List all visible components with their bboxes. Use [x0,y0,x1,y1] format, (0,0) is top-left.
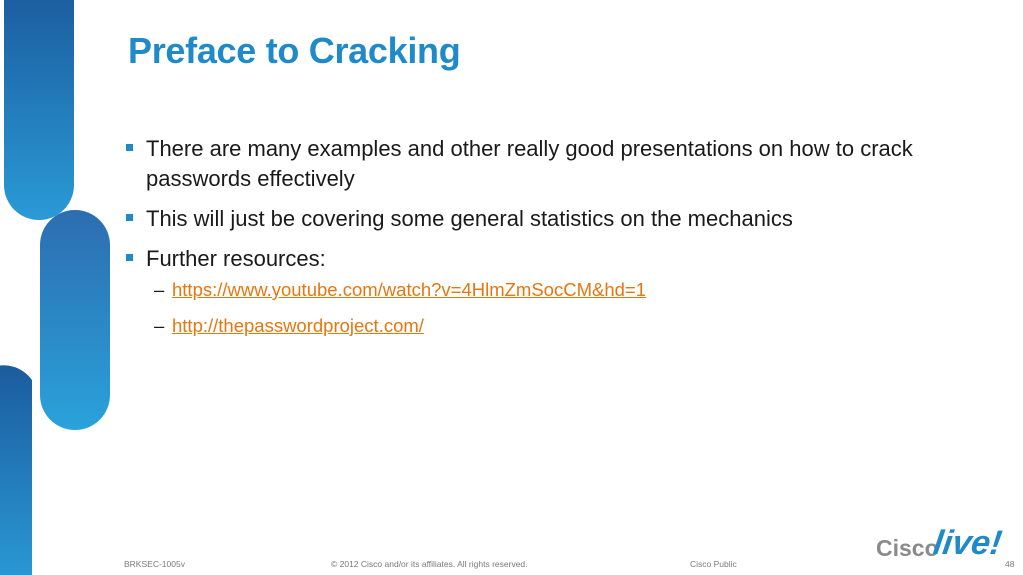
decorative-side-bars [0,0,115,575]
footer-copyright: © 2012 Cisco and/or its affiliates. All rights reserved. [331,559,528,569]
bullet-square-icon [126,214,133,221]
passwordproject-link[interactable]: http://thepasswordproject.com/ [172,315,424,336]
bullet-square-icon [126,254,133,261]
side-bar-bottom [0,365,32,575]
footer-page-number: 48 [1005,559,1015,569]
sub-bullet-item [126,278,996,302]
logo-cisco-text: Cisco [876,535,939,561]
footer-session-id: BRKSEC-1005v [124,559,185,569]
bullet-text: There are many examples and other really good presentations on how to crack passwords effectively [146,136,913,191]
side-bar-top [4,0,74,220]
footer-classification: Cisco Public [690,559,737,569]
bullet-square-icon [126,144,133,151]
side-bar-middle [40,210,110,430]
cisco-live-logo-icon [876,512,1008,562]
youtube-link[interactable]: https://www.youtube.com/watch?v=4HlmZmSocCM&hd=1 [172,279,646,300]
dash-marker: – [154,315,165,336]
logo-live-text: live! [930,524,1005,562]
bullet-item [126,244,996,274]
sub-bullet-item [126,314,996,338]
bullet-item [126,134,996,194]
bullet-text: This will just be covering some general statistics on the mechanics [146,206,793,231]
slide-title: Preface to Cracking [128,30,461,71]
slide-content [126,134,996,350]
bullet-item [126,204,996,234]
bullet-text: Further resources: [146,246,326,271]
dash-marker: – [154,279,165,300]
